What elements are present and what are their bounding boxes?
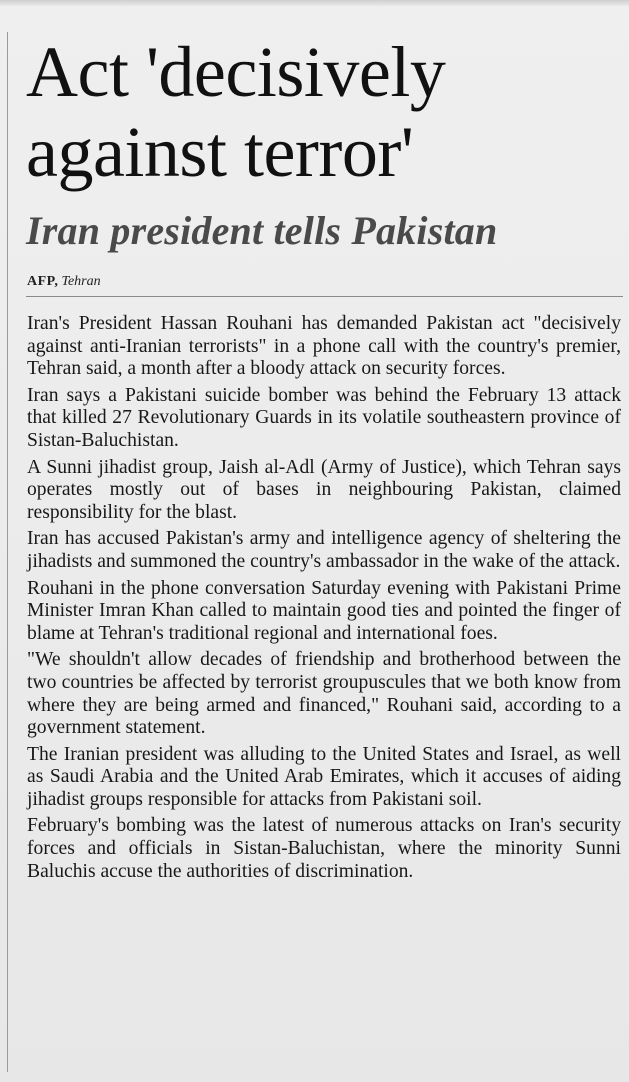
byline-agency: AFP, [27, 274, 59, 289]
paragraph: Iran has accused Pakistan's army and intelligence agency of sheltering the jihadists and summoned the country's ambassador in the wake of the attack. [27, 528, 621, 572]
paragraph: Iran's President Hassan Rouhani has demanded Pakistan act "decisively against anti-Iranian terrorists" in a phone call with the country's premier, Tehran said, a month after a bloody attack on security forces. [27, 313, 621, 380]
article-body [27, 313, 621, 887]
paragraph: "We shouldn't allow decades of friendship and brotherhood between the two countries be affected by terrorist groupuscules that we both know from where they are being armed and financed," Rouhani said, according to a government statement. [27, 649, 621, 739]
headline: Act 'decisively against terror' [26, 32, 446, 192]
paragraph: The Iranian president was alluding to the United States and Israel, as well as Saudi Arabia and the United Arab Emirates, which it accuses of aiding jihadist groups responsible for attacks from Pakistani soil. [27, 743, 621, 810]
byline-divider [26, 296, 623, 297]
byline [27, 273, 101, 291]
subheadline: Iran president tells Pakistan [26, 208, 498, 253]
paragraph: A Sunni jihadist group, Jaish al-Adl (Army of Justice), which Tehran says operates mostly out of bases in neighbouring Pakistan, claimed responsibility for the blast. [27, 456, 621, 523]
paragraph: Rouhani in the phone conversation Saturday evening with Pakistani Prime Minister Imran Khan called to maintain good ties and pointed the finger of blame at Tehran's traditional regional and international foes. [27, 577, 621, 644]
byline-place: Tehran [61, 274, 101, 289]
paragraph: February's bombing was the latest of numerous attacks on Iran's security forces and officials in Sistan-Baluchistan, where the minority Sunni Baluchis accuse the authorities of discrimination. [27, 815, 621, 882]
column-rule [7, 32, 8, 1072]
paragraph: Iran says a Pakistani suicide bomber was behind the February 13 attack that killed 27 Revolutionary Guards in its volatile southeastern province of Sistan-Baluchistan. [27, 384, 621, 451]
top-edge [0, 0, 629, 6]
